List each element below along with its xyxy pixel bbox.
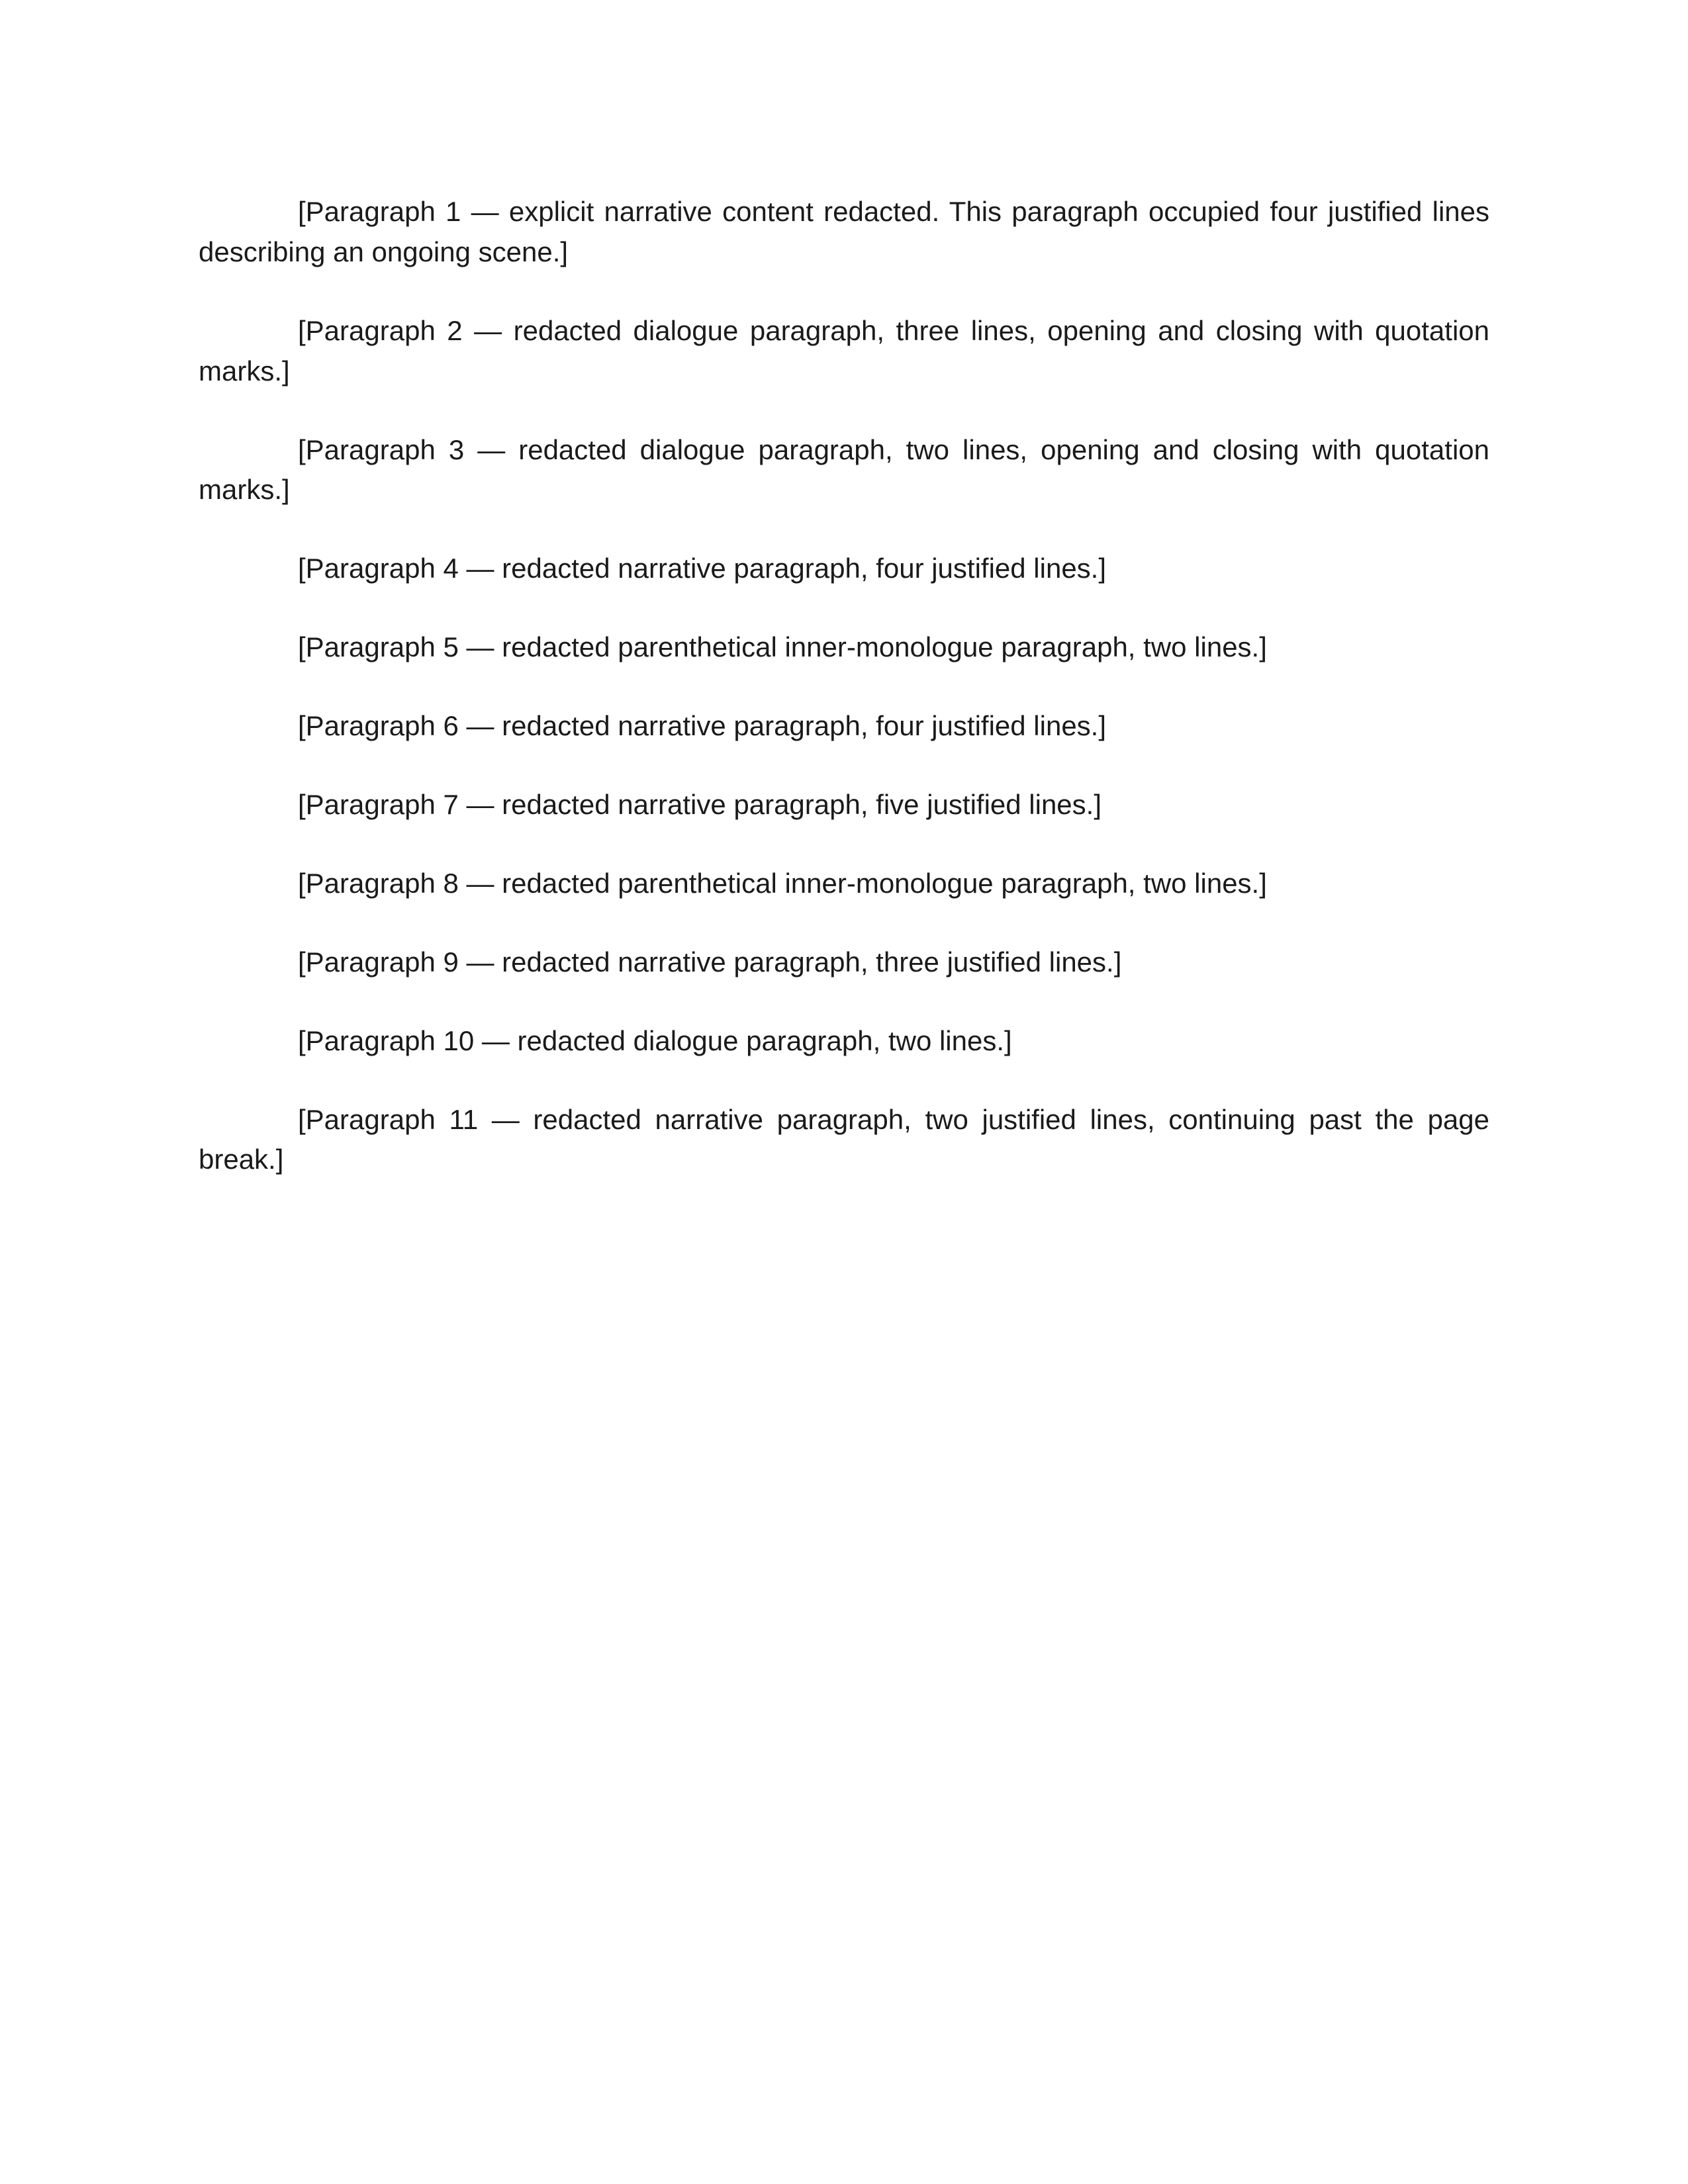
paragraph: [Paragraph 6 — redacted narrative paragraph, four justified lines.] bbox=[298, 710, 1107, 742]
paragraph: [Paragraph 7 — redacted narrative paragraph, five justified lines.] bbox=[298, 789, 1102, 821]
paragraph: [Paragraph 3 — redacted dialogue paragraph, two lines, opening and closing with quotation marks.] bbox=[199, 433, 1489, 506]
paragraph: [Paragraph 11 — redacted narrative paragraph, two justified lines, continuing past the page break.] bbox=[199, 1103, 1489, 1175]
document-body bbox=[199, 192, 1489, 1180]
paragraph: [Paragraph 8 — redacted parenthetical inner-monologue paragraph, two lines.] bbox=[298, 867, 1267, 899]
paragraph: [Paragraph 2 — redacted dialogue paragraph, three lines, opening and closing with quotation marks.] bbox=[199, 314, 1489, 387]
paragraph: [Paragraph 5 — redacted parenthetical inner-monologue paragraph, two lines.] bbox=[298, 631, 1267, 663]
paragraph: [Paragraph 9 — redacted narrative paragraph, three justified lines.] bbox=[298, 946, 1122, 978]
paragraph: [Paragraph 4 — redacted narrative paragraph, four justified lines.] bbox=[298, 553, 1107, 584]
paragraph: [Paragraph 1 — explicit narrative content redacted. This paragraph occupied four justified lines describing an ongoing scene.] bbox=[199, 196, 1489, 267]
paragraph: [Paragraph 10 — redacted dialogue paragraph, two lines.] bbox=[298, 1024, 1012, 1056]
